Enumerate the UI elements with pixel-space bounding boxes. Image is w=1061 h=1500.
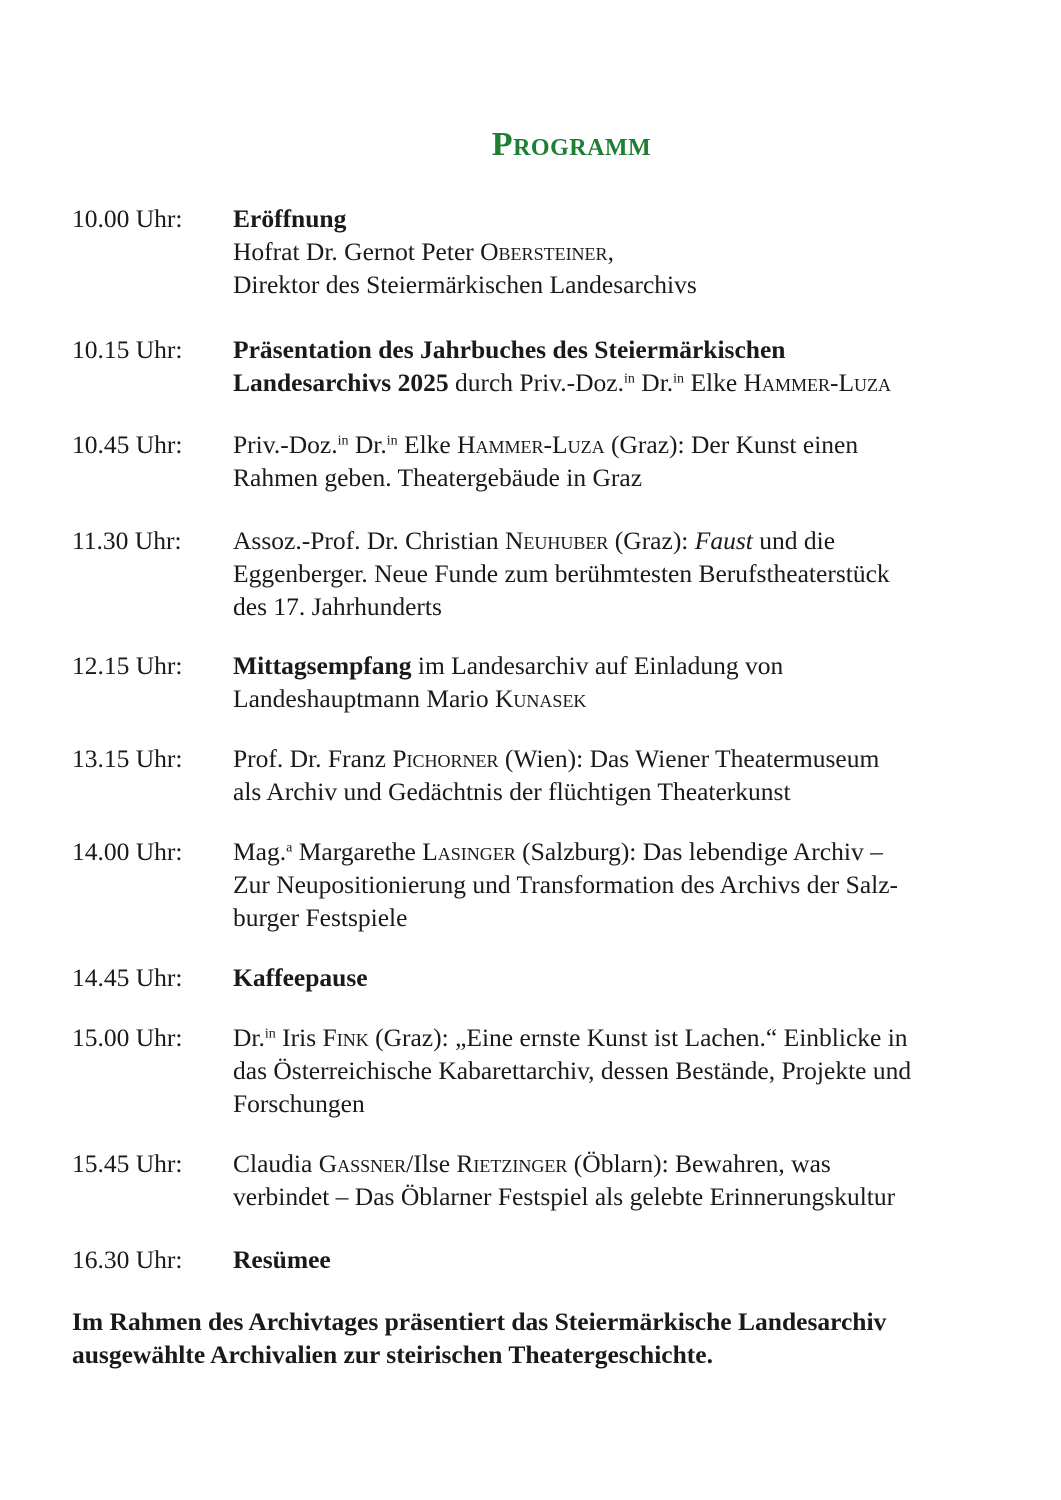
item-text: Dr. (634, 368, 674, 397)
page-title: Programm (491, 126, 652, 163)
item-title: Kaffeepause (233, 963, 368, 992)
item-text: (Salzburg): Das lebendige Archiv – (515, 837, 883, 866)
item-time: 13.15 Uhr: (72, 744, 183, 773)
item-text: (Graz): Der Kunst einen (604, 430, 859, 459)
program-item (72, 202, 1002, 301)
item-text: Iris (275, 1023, 323, 1052)
speaker-name: Neuhuber (504, 526, 609, 555)
item-time: 10.45 Uhr: (72, 430, 183, 459)
item-text: (Graz): (608, 526, 695, 555)
item-text: Landeshauptmann Mario (233, 684, 496, 713)
item-time: 14.45 Uhr: (72, 963, 183, 992)
item-text: Mag. (233, 837, 287, 866)
program-item (72, 742, 1002, 808)
item-title: Mittagsempfang (233, 651, 412, 680)
item-description (233, 835, 1002, 934)
superscript: in (673, 371, 685, 387)
item-text: burger Festspiele (233, 903, 408, 932)
item-text: das Österreichische Kabarettarchiv, dessen Bestände, Projekte und (233, 1056, 912, 1085)
item-text: Hofrat Dr. Gernot Peter (233, 237, 481, 266)
item-text: im Landesarchiv auf Einladung von (411, 651, 784, 680)
item-text: durch Priv.-Doz. (448, 368, 624, 397)
item-text: Forschungen (233, 1089, 365, 1118)
item-time: 16.30 Uhr: (72, 1245, 183, 1274)
item-text: , (607, 237, 614, 266)
item-description (233, 202, 1002, 301)
program-item (72, 1147, 1002, 1213)
item-text: Margarethe (292, 837, 423, 866)
item-title: Präsentation des Jahrbuches des Steiermärkischen (233, 335, 786, 364)
item-text: verbindet – Das Öblarner Festspiel als gelebte Erinnerungskultur (233, 1182, 896, 1211)
program-item (72, 428, 1002, 494)
item-text: (Öblarn): Bewahren, was (567, 1149, 831, 1178)
item-title: Resümee (233, 1245, 331, 1274)
item-time: 15.45 Uhr: (72, 1149, 183, 1178)
item-text: Elke (684, 368, 744, 397)
item-description (233, 961, 1002, 994)
item-time: 11.30 Uhr: (72, 526, 182, 555)
item-text: Eggenberger. Neue Funde zum berühmtesten Berufstheaterstück (233, 559, 890, 588)
item-description (233, 742, 1002, 808)
item-text: als Archiv und Gedächtnis der flüchtigen Theaterkunst (233, 777, 791, 806)
item-text: Dr. (348, 430, 387, 459)
item-description (233, 1147, 1002, 1213)
superscript: in (624, 371, 635, 387)
item-text: und die (752, 526, 836, 555)
superscript: a (286, 840, 293, 856)
item-text: Rahmen geben. Theatergebäude in Graz (233, 463, 643, 492)
item-description (233, 1243, 1002, 1276)
item-description (233, 649, 1002, 715)
item-text: Claudia (233, 1149, 319, 1178)
work-title: Faust (694, 526, 753, 555)
item-time: 12.15 Uhr: (72, 651, 183, 680)
footer-note (72, 1305, 1002, 1371)
speaker-name: Pichorner (392, 744, 499, 773)
superscript: in (264, 1026, 276, 1042)
item-time: 15.00 Uhr: (72, 1023, 183, 1052)
speaker-name: Hammer-Luza (457, 430, 605, 459)
speaker-name: Lasinger (422, 837, 516, 866)
item-text: Zur Neupositionierung und Transformation des Archivs der Salz- (233, 870, 899, 899)
program-item (72, 333, 1002, 399)
item-text: Dr. (233, 1023, 265, 1052)
program-item (72, 835, 1002, 934)
item-text: Direktor des Steiermärkischen Landesarchivs (233, 270, 697, 299)
item-time: 14.00 Uhr: (72, 837, 183, 866)
footer-line: Im Rahmen des Archivtages präsentiert das Steiermärkische Landesarchiv (72, 1307, 887, 1336)
item-title: Eröffnung (233, 204, 347, 233)
item-text: /Ilse (406, 1149, 457, 1178)
program-item (72, 1243, 1002, 1276)
program-item (72, 1021, 1002, 1120)
item-description (233, 333, 1002, 399)
footer-line: ausgewählte Archivalien zur steirischen Theatergeschichte. (72, 1340, 713, 1369)
item-description (233, 428, 1002, 494)
item-text: (Graz): „Eine ernste Kunst ist Lachen.“ Einblicke in (368, 1023, 908, 1052)
item-time: 10.00 Uhr: (72, 204, 183, 233)
item-title: Landesarchivs 2025 (233, 368, 449, 397)
speaker-name: Obersteiner (480, 237, 608, 266)
item-text: Assoz.-Prof. Dr. Christian (233, 526, 505, 555)
speaker-name: Gassner (318, 1149, 407, 1178)
speaker-name: Hammer-Luza (743, 368, 892, 397)
speaker-name: Kunasek (495, 684, 587, 713)
item-text: Priv.-Doz. (233, 430, 338, 459)
item-text: Elke (397, 430, 458, 459)
speaker-name: Rietzinger (456, 1149, 568, 1178)
item-text: Prof. Dr. Franz (233, 744, 393, 773)
item-description (233, 1021, 1002, 1120)
program-item (72, 524, 1002, 623)
program-item (72, 961, 1002, 994)
speaker-name: Fink (322, 1023, 369, 1052)
item-time: 10.15 Uhr: (72, 335, 183, 364)
program-item (72, 649, 1002, 715)
item-text: des 17. Jahrhunderts (233, 592, 442, 621)
superscript: in (337, 433, 349, 449)
superscript: in (386, 433, 398, 449)
item-description (233, 524, 1002, 623)
program-list (72, 202, 1002, 1276)
item-text: (Wien): Das Wiener Theatermuseum (498, 744, 880, 773)
